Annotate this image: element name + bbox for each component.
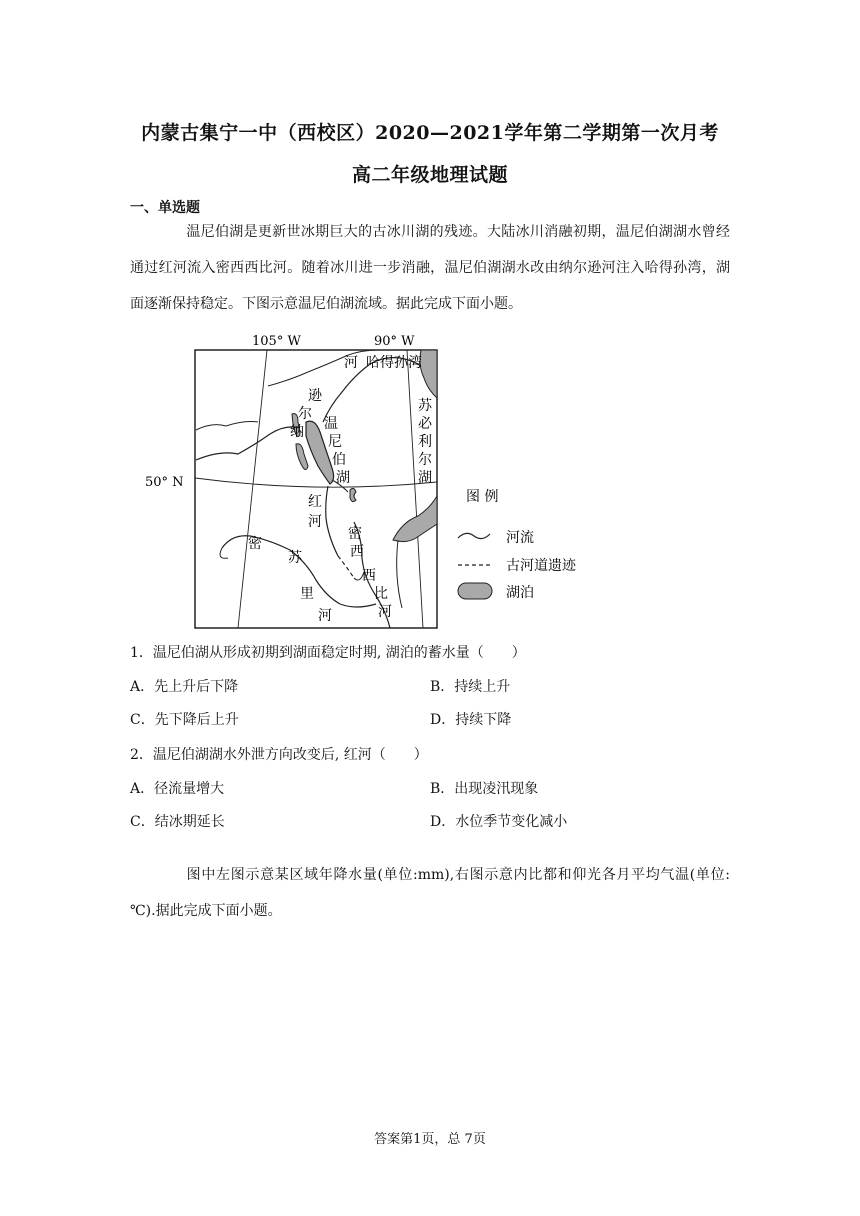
question-2-option-b[interactable]: B．出现凌汛现象 bbox=[430, 781, 539, 797]
legend-ancient-label: 古河道遗迹 bbox=[506, 558, 576, 574]
lon-label-90w: 90° W bbox=[374, 334, 415, 349]
passage-2-text: 图中左图示意某区域年降水量(单位:mm),右图示意内比都和仰光各月平均气温(单位:℃).据此完成下面小题。 bbox=[130, 867, 730, 919]
svg-text:苏: 苏 bbox=[288, 550, 302, 566]
question-2-option-d[interactable]: D．水位季节变化减小 bbox=[430, 814, 568, 830]
question-2-option-c[interactable]: C．结冰期延长 bbox=[130, 814, 225, 830]
page-subtitle: 高二年级地理试题 bbox=[351, 164, 508, 186]
page-footer: 答案第1页，总 7页 bbox=[374, 1132, 486, 1147]
svg-text:里: 里 bbox=[300, 586, 314, 602]
question-1-option-a[interactable]: A．先上升后下降 bbox=[130, 679, 239, 695]
svg-text:西: 西 bbox=[350, 544, 364, 560]
svg-text:必: 必 bbox=[418, 416, 432, 432]
svg-text:红: 红 bbox=[308, 494, 322, 510]
svg-text:逊: 逊 bbox=[308, 388, 322, 404]
svg-text:利: 利 bbox=[418, 434, 432, 450]
section-heading: 一、单选题 bbox=[130, 200, 200, 216]
question-1-stem: 1．温尼伯湖从形成初期到湖面稳定时期, 湖泊的蓄水量（ ） bbox=[130, 645, 526, 661]
question-1-option-c[interactable]: C．先下降后上升 bbox=[130, 712, 239, 728]
svg-text:尔: 尔 bbox=[298, 406, 312, 422]
legend-lake-label: 湖泊 bbox=[506, 585, 534, 601]
question-2-option-a[interactable]: A．径流量增大 bbox=[130, 781, 225, 797]
svg-text:温: 温 bbox=[324, 416, 338, 432]
lon-label-105w: 105° W bbox=[252, 334, 301, 349]
passage-1-text: 温尼伯湖是更新世冰期巨大的古冰川湖的残迹。大陆冰川消融初期，温尼伯湖湖水曾经通过红河流入密西西比河。随着冰川进一步消融，温尼伯湖湖水改由纳尔逊河注入哈得孙湾，湖面逐渐保持稳定。下图示意温尼伯湖流域。据此完成下面小题。 bbox=[130, 224, 730, 312]
svg-text:尔: 尔 bbox=[418, 452, 432, 468]
svg-text:纳: 纳 bbox=[290, 424, 304, 440]
svg-text:河: 河 bbox=[378, 604, 392, 620]
legend-river-label: 河流 bbox=[506, 530, 534, 546]
legend-lake-symbol bbox=[458, 583, 492, 599]
svg-text:密: 密 bbox=[248, 536, 262, 552]
he-label: 河 bbox=[344, 355, 358, 371]
page-title: 内蒙古集宁一中（西校区）2020—2021学年第二学期第一次月考 bbox=[141, 122, 719, 144]
svg-text:河: 河 bbox=[318, 608, 332, 624]
lat-label-50n: 50° N bbox=[145, 475, 184, 490]
hudson-bay-label: 哈得孙湾 bbox=[366, 355, 422, 371]
svg-text:苏: 苏 bbox=[418, 398, 432, 414]
legend-river-symbol bbox=[458, 533, 490, 538]
question-1-option-d[interactable]: D．持续下降 bbox=[430, 712, 512, 728]
svg-text:湖: 湖 bbox=[336, 470, 350, 486]
superior-label bbox=[418, 397, 433, 486]
svg-text:伯: 伯 bbox=[332, 452, 346, 468]
winnipeg-basin-map bbox=[140, 326, 600, 632]
svg-text:西: 西 bbox=[362, 568, 376, 584]
svg-text:湖: 湖 bbox=[418, 470, 432, 486]
svg-text:比: 比 bbox=[374, 586, 388, 602]
question-1-option-b[interactable]: B．持续上升 bbox=[430, 679, 511, 695]
legend-title: 图 例 bbox=[466, 489, 499, 505]
passage-2 bbox=[130, 857, 730, 929]
passage-1 bbox=[130, 214, 730, 322]
svg-text:密: 密 bbox=[348, 526, 362, 542]
svg-text:尼: 尼 bbox=[328, 434, 342, 450]
svg-text:河: 河 bbox=[308, 514, 322, 530]
question-2-stem: 2．温尼伯湖湖水外泄方向改变后, 红河（ ） bbox=[130, 747, 428, 763]
